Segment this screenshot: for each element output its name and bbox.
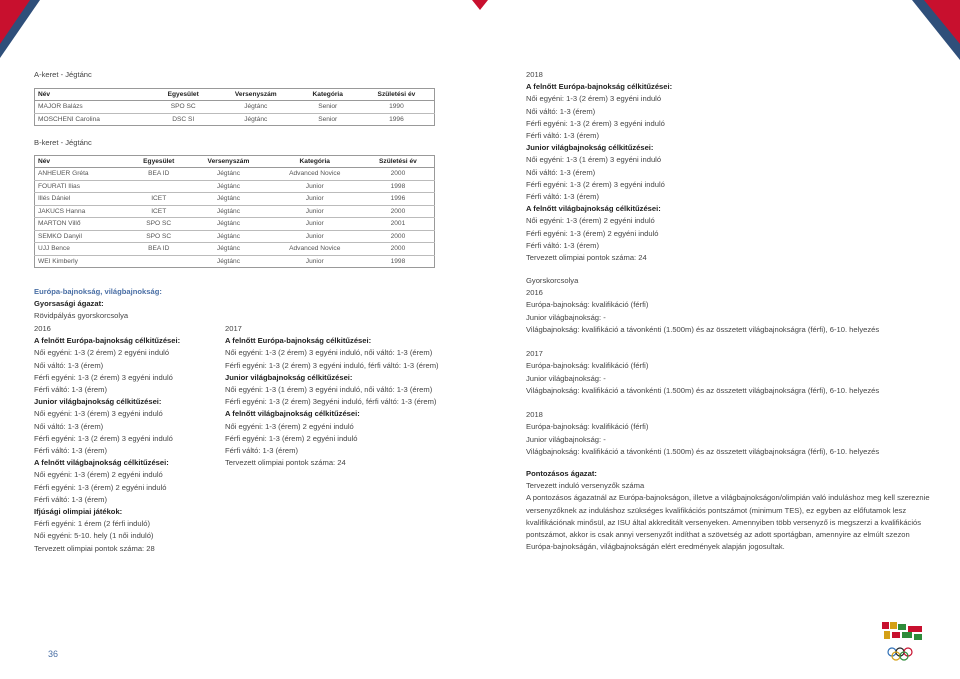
table-cell: [128, 255, 189, 268]
akeret-table: [34, 88, 435, 126]
pontozasos-paragraph: A pontozásos ágazatnál az Európa-bajnokságon, illetve a világbajnokságon/olimpián való induláshoz meg kell szerezniе versenyzőknek az induláshoz szükséges kvalifikációs pontszámot (minimum TES), ez egyben az előfutamok lesz kvalifikációnak minősül, az ISU által akkreditált versenyeken. Amennyiben több versenyző is megszerzi a kvalifikációs pontszámot, akkor is csak annyi versenyzőt indíthat a szövetség az adott sportágban, amennyire az elmúlt szezon Európa-bajnokságán, világbajnokságán elért eredmények alapján jogosultak.: [526, 493, 930, 552]
bkeret-header-cell: Egyesület: [128, 156, 189, 168]
table-cell: Jégtánc: [189, 255, 267, 268]
table-cell: BEA ID: [128, 243, 189, 256]
left-intro-block: [34, 286, 162, 323]
text-line: Rövidpályás gyorskorcsolya: [34, 311, 129, 321]
table-row: [35, 180, 435, 193]
table-cell: Junior: [268, 255, 362, 268]
text-line: Világbajnokság: kvalifikáció a távonkénti (1.500m) és az összetett világbajnokságra (férfi), 6-10. helyezés: [526, 385, 880, 395]
text-line: Férfi váltó: 1-3 (érem): [225, 446, 299, 456]
table-cell: DSC SI: [151, 113, 214, 126]
table-cell: Junior: [268, 193, 362, 206]
text-line: Férfi egyéni: 1-3 (2 érem) 3 egyéni induló: [526, 179, 665, 189]
text-line: Férfi váltó: 1-3 (érem): [34, 494, 108, 504]
table-cell: Advanced Novice: [268, 243, 362, 256]
table-cell: 1990: [359, 101, 435, 114]
table-cell: Senior: [297, 101, 359, 114]
text-line: Női váltó: 1-3 (érem): [526, 106, 596, 116]
table-cell: MARTON Villő: [35, 218, 129, 231]
text-line: Férfi váltó: 1-3 (érem): [34, 385, 108, 395]
table-cell: SPO SC: [128, 230, 189, 243]
text-line: Női egyéni: 1-3 (1 érem) 3 egyéni induló, női váltó: 1-3 (érem): [225, 385, 433, 395]
text-line: Női egyéni: 1-3 (érem) 2 egyéni induló: [225, 421, 354, 431]
text-line: Férfi egyéni: 1-3 (2 érem) 3 egyéni induló: [34, 433, 173, 443]
table-cell: Jégtánc: [189, 230, 267, 243]
text-line: Női egyéni: 5-10. hely (1 női induló): [34, 531, 154, 541]
table-cell: Junior: [268, 180, 362, 193]
table-cell: 2000: [362, 230, 435, 243]
text-line: 2018: [526, 70, 543, 79]
pontozasos-block: [526, 468, 931, 553]
table-cell: ANHEUER Gréta: [35, 168, 129, 181]
table-row: [35, 193, 435, 206]
text-line: Junior világbajnokság célkitűzései:: [225, 372, 353, 382]
akeret-caption: A-keret - Jégtánc: [34, 70, 92, 79]
table-cell: Jégtánc: [189, 168, 267, 181]
right-2018-block: [526, 69, 672, 264]
bkeret-header-cell: Születési év: [362, 156, 435, 168]
table-cell: Jégtánc: [189, 243, 267, 256]
text-line: Tervezett olimpiai pontok száma: 24: [225, 458, 346, 468]
text-line: Junior világbajnokság: -: [526, 312, 606, 322]
akeret-header-cell: Név: [35, 89, 152, 101]
table-cell: Junior: [268, 230, 362, 243]
col-2016-block: [34, 323, 180, 555]
table-cell: Jégtánc: [189, 180, 267, 193]
text-line: Világbajnokság: kvalifikáció a távonkénti (1.500m) és az összetett világbajnokságra (férfi), 6-10. helyezés: [526, 324, 880, 334]
text-line: Férfi egyéni: 1-3 (2 érem) 3 egyéni induló, férfi váltó: 1-3 (érem): [225, 360, 439, 370]
table-row: [35, 243, 435, 256]
text-line: Junior világbajnokság célkitűzései:: [34, 397, 162, 407]
text-line: Női egyéni: 1-3 (érem) 2 egyéni induló: [526, 216, 655, 226]
text-line: Férfi egyéni: 1-3 (érem) 2 egyéni induló: [526, 228, 659, 238]
table-cell: BEA ID: [128, 168, 189, 181]
table-cell: WEI Kimberly: [35, 255, 129, 268]
table-cell: Advanced Novice: [268, 168, 362, 181]
text-line: Világbajnokság: kvalifikáció a távonkénti (1.500m) és az összetett világbajnokságra (férfi), 6-10. helyezés: [526, 446, 880, 456]
table-cell: 2000: [362, 243, 435, 256]
col-2017-block: [225, 323, 439, 469]
table-cell: Senior: [297, 113, 359, 126]
text-line: Férfi egyéni: 1-3 (2 érem) 3 egyéni induló: [526, 118, 665, 128]
bkeret-body: [35, 168, 435, 268]
table-cell: FOURATI Ilias: [35, 180, 129, 193]
table-cell: 2000: [362, 168, 435, 181]
text-line: Tervezett olimpiai pontok száma: 28: [34, 543, 155, 553]
table-cell: UJJ Bence: [35, 243, 129, 256]
table-cell: Junior: [268, 205, 362, 218]
text-line: A felnőtt Európa-bajnokság célkitűzései:: [225, 336, 372, 346]
table-cell: Jégtánc: [215, 113, 297, 126]
table-cell: 2001: [362, 218, 435, 231]
text-line: Férfi egyéni: 1-3 (2 érem) 3egyéni induló, férfi váltó: 1-3 (érem): [225, 397, 437, 407]
table-cell: 1996: [362, 193, 435, 206]
text-line: Női váltó: 1-3 (érem): [34, 421, 104, 431]
akeret-header-cell: Születési év: [359, 89, 435, 101]
table-cell: 1998: [362, 180, 435, 193]
bkeret-header-cell: Név: [35, 156, 129, 168]
table-row: [35, 255, 435, 268]
hungary-olympic-logo-icon: [880, 620, 928, 662]
page-number: 36: [48, 649, 59, 659]
text-line: Gyorskorcsolya: [526, 276, 579, 285]
text-line: Gyorsasági ágazat:: [34, 299, 104, 309]
text-line: Női egyéni: 1-3 (1 érem) 3 egyéni induló: [526, 155, 662, 165]
text-line: Női egyéni: 1-3 (2 érem) 3 egyéni induló: [526, 94, 662, 104]
table-cell: MAJOR Balázs: [35, 101, 152, 114]
table-cell: SPO SC: [151, 101, 214, 114]
text-line: Férfi egyéni: 1-3 (érem) 2 egyéni induló: [225, 433, 358, 443]
text-line: Női váltó: 1-3 (érem): [526, 167, 596, 177]
text-line: Férfi váltó: 1-3 (érem): [526, 192, 600, 202]
text-line: A felnőtt Európa-bajnokság célkitűzései:: [34, 336, 181, 346]
akeret-header-cell: Versenyszám: [215, 89, 297, 101]
table-cell: Jégtánc: [189, 193, 267, 206]
text-line: Európa-bajnokság: kvalifikáció (férfi): [526, 300, 649, 310]
pontozasos-subtitle: Tervezett induló versenyzők száma: [526, 481, 645, 491]
table-row: [35, 113, 435, 126]
text-line: [526, 336, 879, 348]
table-row: [35, 218, 435, 231]
text-line: 2017: [225, 324, 242, 333]
top-left-corner-decoration: [0, 0, 40, 58]
table-cell: ICET: [128, 205, 189, 218]
text-line: 2016: [526, 288, 543, 298]
table-cell: Jégtánc: [215, 101, 297, 114]
text-line: A felnőtt Európa-bajnokság célkitűzései:: [526, 82, 673, 92]
table-row: [35, 168, 435, 181]
text-line: Ifjúsági olimpiai játékok:: [34, 507, 123, 517]
table-cell: Jégtánc: [189, 218, 267, 231]
bkeret-header-cell: Versenyszám: [189, 156, 267, 168]
text-line: Női váltó: 1-3 (érem): [34, 360, 104, 370]
table-cell: 1996: [359, 113, 435, 126]
table-cell: ICET: [128, 193, 189, 206]
table-cell: SEMKO Danyil: [35, 230, 129, 243]
bkeret-header-cell: Kategória: [268, 156, 362, 168]
table-cell: 2000: [362, 205, 435, 218]
text-line: Férfi egyéni: 1-3 (2 érem) 3 egyéni induló: [34, 372, 173, 382]
text-line: Junior világbajnokság célkitűzései:: [526, 143, 654, 153]
right-gyorskorcsolya-block: [526, 275, 879, 458]
text-line: Férfi váltó: 1-3 (érem): [526, 240, 600, 250]
table-cell: Junior: [268, 218, 362, 231]
text-line: Női egyéni: 1-3 (érem) 2 egyéni induló: [34, 470, 163, 480]
text-line: Tervezett olimpiai pontok száma: 24: [526, 253, 647, 263]
table-cell: MOSCHENI Carolina: [35, 113, 152, 126]
akeret-header-cell: Kategória: [297, 89, 359, 101]
text-line: A felnőtt világbajnokság célkitűzései:: [34, 458, 169, 468]
table-row: [35, 101, 435, 114]
text-line: Európa-bajnokság: kvalifikáció (férfi): [526, 361, 649, 371]
bkeret-table: [34, 155, 435, 268]
table-cell: [128, 180, 189, 193]
text-line: Férfi váltó: 1-3 (érem): [526, 131, 600, 141]
text-line: 2018: [526, 410, 543, 420]
text-line: Európa-bajnokság, világbajnokság:: [34, 287, 162, 296]
table-cell: SPO SC: [128, 218, 189, 231]
bkeret-header-row: [35, 156, 435, 168]
text-line: Női egyéni: 1-3 (érem) 3 egyéni induló: [34, 409, 163, 419]
text-line: Junior világbajnokság: -: [526, 434, 606, 444]
table-cell: Jégtánc: [189, 205, 267, 218]
text-line: 2016: [34, 324, 51, 333]
pontozasos-title: Pontozásos ágazat:: [526, 469, 597, 478]
table-cell: JAKUCS Hanna: [35, 205, 129, 218]
table-cell: 1998: [362, 255, 435, 268]
text-line: Európa-bajnokság: kvalifikáció (férfi): [526, 422, 649, 432]
bkeret-caption: B-keret - Jégtánc: [34, 138, 92, 147]
table-row: [35, 205, 435, 218]
table-cell: Illés Dániel: [35, 193, 129, 206]
akeret-body: [35, 101, 435, 126]
table-row: [35, 230, 435, 243]
text-line: Női egyéni: 1-3 (2 érem) 3 egyéni induló, női váltó: 1-3 (érem): [225, 348, 433, 358]
text-line: Női egyéni: 1-3 (2 érem) 2 egyéni induló: [34, 348, 170, 358]
text-line: 2017: [526, 349, 543, 359]
text-line: Férfi váltó: 1-3 (érem): [34, 446, 108, 456]
akeret-header-row: [35, 89, 435, 101]
text-line: A felnőtt világbajnokság célkitűzései:: [526, 204, 661, 214]
top-right-corner-decoration: [912, 0, 960, 60]
akeret-header-cell: Egyesület: [151, 89, 214, 101]
text-line: A felnőtt világbajnokság célkitűzései:: [225, 409, 360, 419]
text-line: Junior világbajnokság: -: [526, 373, 606, 383]
center-top-corner-decoration: [472, 0, 488, 10]
text-line: Férfi egyéni: 1-3 (érem) 2 egyéni induló: [34, 482, 167, 492]
text-line: [526, 397, 879, 409]
text-line: Férfi egyéni: 1 érem (2 férfi induló): [34, 519, 151, 529]
